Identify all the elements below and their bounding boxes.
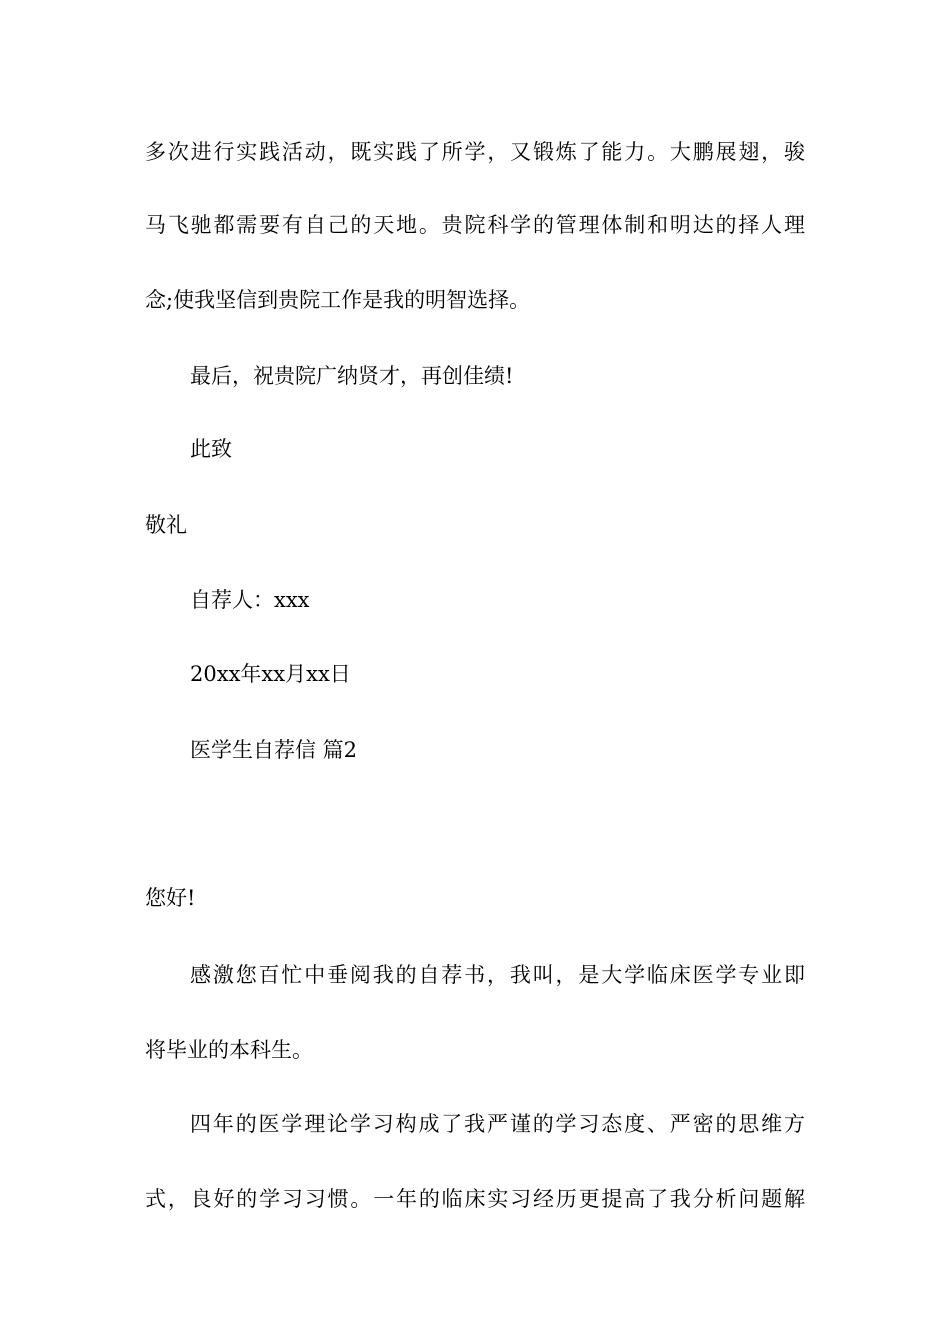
paragraph-line-3: 念;使我坚信到贵院工作是我的明智选择。	[145, 288, 531, 312]
signature-name: 自荐人：xxx	[190, 588, 310, 612]
closing-wish: 最后，祝贵院广纳贤才，再创佳绩!	[190, 364, 514, 388]
paragraph-line-4: 感激您百忙中垂阅我的自荐书，我叫，是大学临床医学专业即	[190, 963, 805, 987]
paragraph-line-1: 多次进行实践活动，既实践了所学，又锻炼了能力。大鹏展翅，骏	[145, 140, 805, 164]
signature-date: 20xx年xx月xx日	[190, 662, 351, 686]
salutation-cizhi: 此致	[190, 437, 232, 461]
paragraph-line-5: 将毕业的本科生。	[145, 1038, 313, 1062]
salutation-jingli: 敬礼	[145, 513, 187, 537]
paragraph-line-6: 四年的医学理论学习构成了我严谨的学习态度、严密的思维方	[190, 1112, 805, 1136]
greeting: 您好!	[145, 886, 196, 910]
paragraph-line-7: 式，良好的学习习惯。一年的临床实习经历更提高了我分析问题解	[145, 1187, 805, 1211]
paragraph-line-2: 马飞驰都需要有自己的天地。贵院科学的管理体制和明达的择人理	[145, 213, 805, 237]
section-heading: 医学生自荐信 篇2	[190, 738, 358, 762]
